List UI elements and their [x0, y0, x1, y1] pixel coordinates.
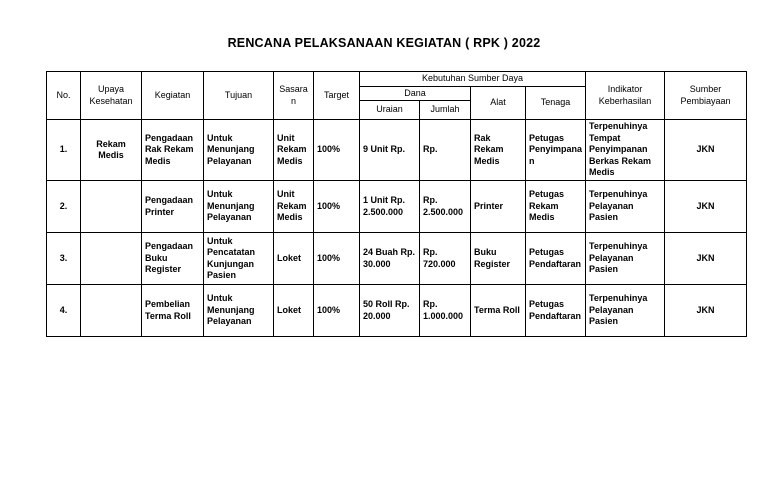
- cell-upaya: [81, 233, 142, 285]
- header-no: No.: [47, 72, 81, 120]
- cell-indikator: Terpenuhinya Pelayanan Pasien: [586, 233, 665, 285]
- cell-tujuan: Untuk Menunjang Pelayanan: [204, 285, 274, 337]
- header-kebutuhan-sumber-daya: Kebutuhan Sumber Daya: [360, 72, 586, 87]
- cell-uraian: 50 Roll Rp. 20.000: [360, 285, 420, 337]
- table-row: [47, 233, 747, 285]
- rpk-table: [46, 71, 747, 337]
- cell-sasaran: Loket: [274, 285, 314, 337]
- document-title: RENCANA PELAKSANAAN KEGIATAN ( RPK ) 2022: [227, 36, 541, 50]
- cell-no: 1.: [47, 120, 81, 181]
- cell-tenaga: Petugas Rekam Medis: [526, 181, 586, 233]
- cell-jumlah: Rp. 2.500.000: [420, 181, 471, 233]
- cell-no: 3.: [47, 233, 81, 285]
- cell-target: 100%: [314, 233, 360, 285]
- cell-target: 100%: [314, 181, 360, 233]
- cell-kegiatan: Pengadaan Rak Rekam Medis: [142, 120, 204, 181]
- cell-no: 4.: [47, 285, 81, 337]
- cell-jumlah: Rp. 720.000: [420, 233, 471, 285]
- cell-alat: Printer: [471, 181, 526, 233]
- cell-upaya: [81, 285, 142, 337]
- header-indikator: Indikator Keberhasilan: [586, 72, 665, 120]
- header-row-1: [47, 72, 747, 87]
- table-row: [47, 181, 747, 233]
- cell-alat: Terma Roll: [471, 285, 526, 337]
- cell-sumber: JKN: [665, 181, 747, 233]
- cell-alat: Rak Rekam Medis: [471, 120, 526, 181]
- cell-uraian: 24 Buah Rp. 30.000: [360, 233, 420, 285]
- cell-sumber: JKN: [665, 233, 747, 285]
- cell-sumber: JKN: [665, 285, 747, 337]
- header-kegiatan: Kegiatan: [142, 72, 204, 120]
- cell-tujuan: Untuk Menunjang Pelayanan: [204, 120, 274, 181]
- cell-sasaran: Unit Rekam Medis: [274, 120, 314, 181]
- cell-indikator: Terpenuhinya Tempat Penyimpanan Berkas Rekam Medis: [586, 120, 665, 181]
- header-upaya-kesehatan: Upaya Kesehatan: [81, 72, 142, 120]
- cell-kegiatan: Pengadaan Buku Register: [142, 233, 204, 285]
- header-alat: Alat: [471, 86, 526, 120]
- header-jumlah: Jumlah: [420, 101, 471, 120]
- cell-sasaran: Unit Rekam Medis: [274, 181, 314, 233]
- cell-no: 2.: [47, 181, 81, 233]
- table-row: [47, 120, 747, 181]
- cell-target: 100%: [314, 285, 360, 337]
- cell-tenaga: Petugas Penyimpana n: [526, 120, 586, 181]
- cell-uraian: 1 Unit Rp. 2.500.000: [360, 181, 420, 233]
- cell-kegiatan: Pengadaan Printer: [142, 181, 204, 233]
- cell-target: 100%: [314, 120, 360, 181]
- cell-indikator: Terpenuhinya Pelayanan Pasien: [586, 285, 665, 337]
- cell-tenaga: Petugas Pendaftaran: [526, 233, 586, 285]
- header-uraian: Uraian: [360, 101, 420, 120]
- header-tujuan: Tujuan: [204, 72, 274, 120]
- cell-tujuan: Untuk Pencatatan Kunjungan Pasien: [204, 233, 274, 285]
- header-dana: Dana: [360, 86, 471, 101]
- cell-tujuan: Untuk Menunjang Pelayanan: [204, 181, 274, 233]
- cell-jumlah: Rp. 1.000.000: [420, 285, 471, 337]
- cell-upaya: Rekam Medis: [81, 120, 142, 181]
- header-tenaga: Tenaga: [526, 86, 586, 120]
- header-sasaran: Sasara n: [274, 72, 314, 120]
- cell-sumber: JKN: [665, 120, 747, 181]
- cell-indikator: Terpenuhinya Pelayanan Pasien: [586, 181, 665, 233]
- header-sumber-pembiayaan: Sumber Pembiayaan: [665, 72, 747, 120]
- table-row: [47, 285, 747, 337]
- cell-jumlah: Rp.: [420, 120, 471, 181]
- cell-upaya: [81, 181, 142, 233]
- cell-tenaga: Petugas Pendaftaran: [526, 285, 586, 337]
- cell-uraian: 9 Unit Rp.: [360, 120, 420, 181]
- cell-alat: Buku Register: [471, 233, 526, 285]
- cell-sasaran: Loket: [274, 233, 314, 285]
- header-target: Target: [314, 72, 360, 120]
- cell-kegiatan: Pembelian Terma Roll: [142, 285, 204, 337]
